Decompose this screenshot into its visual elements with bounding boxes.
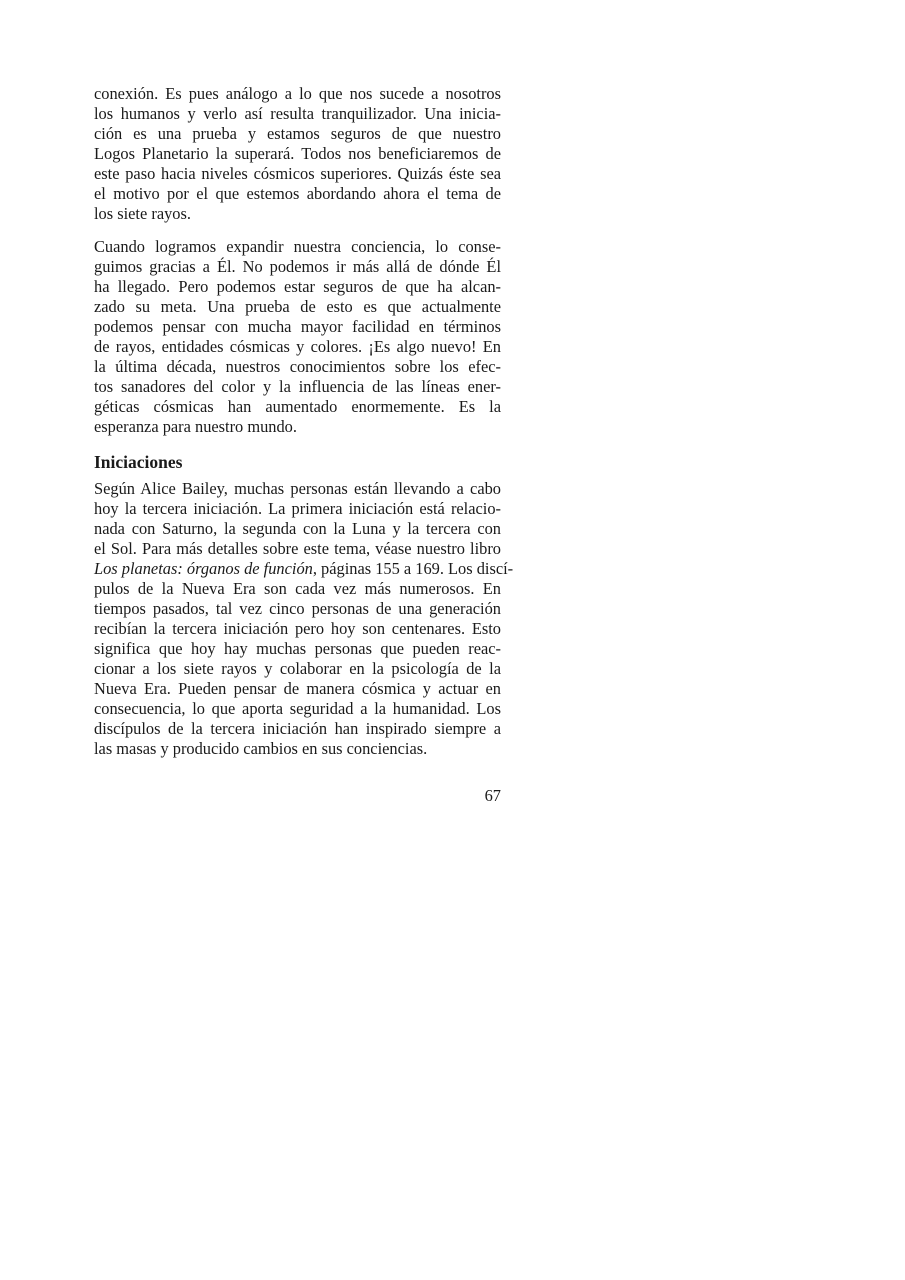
text-line: Cuando logramos expandir nuestra conciencia, lo conse-: [94, 237, 501, 256]
text-line: nada con Saturno, la segunda con la Luna y la tercera con: [94, 519, 501, 538]
text-line: este paso hacia niveles cósmicos superiores. Quizás éste sea: [94, 164, 501, 183]
text-line: podemos pensar con mucha mayor facilidad en términos: [94, 317, 501, 336]
text-line: ción es una prueba y estamos seguros de que nuestro: [94, 124, 501, 143]
text-line: las masas y producido cambios en sus conciencias.: [94, 739, 428, 758]
text-line: pulos de la Nueva Era son cada vez más numerosos. En: [94, 579, 501, 598]
text-fragment: , páginas 155 a 169. Los discí-: [312, 559, 514, 578]
paragraph-1: [94, 84, 501, 224]
text-line: guimos gracias a Él. No podemos ir más allá de dónde Él: [94, 257, 501, 276]
page-number: 67: [484, 786, 501, 805]
section-heading: Iniciaciones: [94, 452, 183, 472]
text-line: Nueva Era. Pueden pensar de manera cósmica y actuar en: [94, 679, 501, 698]
text-line: discípulos de la tercera iniciación han inspirado siempre a: [94, 719, 501, 738]
text-line: Logos Planetario la superará. Todos nos beneficiaremos de: [94, 144, 501, 163]
text-line: géticas cósmicas han aumentado enormemente. Es la: [94, 397, 501, 416]
paragraph-2: [94, 237, 501, 437]
paragraph-3: [94, 479, 514, 759]
text-line: los humanos y verlo así resulta tranquilizador. Una inicia-: [94, 104, 501, 123]
text-line: consecuencia, lo que aporta seguridad a la humanidad. Los: [94, 699, 501, 718]
text-line: el Sol. Para más detalles sobre este tema, véase nuestro libro: [94, 539, 501, 558]
text-line: recibían la tercera iniciación pero hoy son centenares. Esto: [94, 619, 501, 638]
text-column: [94, 84, 514, 772]
text-line: esperanza para nuestro mundo.: [94, 417, 297, 436]
text-line: hoy la tercera iniciación. La primera iniciación está relacio-: [94, 499, 501, 518]
text-line: tiempos pasados, tal vez cinco personas de una generación: [94, 599, 501, 618]
text-line: tos sanadores del color y la influencia de las líneas ener-: [94, 377, 501, 396]
text-line: cionar a los siete rayos y colaborar en la psicología de la: [94, 659, 501, 678]
text-line: significa que hoy hay muchas personas que pueden reac-: [94, 639, 501, 658]
text-line: ha llegado. Pero podemos estar seguros de que ha alcan-: [94, 277, 501, 296]
text-line: el motivo por el que estemos abordando ahora el tema de: [94, 184, 501, 203]
text-line: los siete rayos.: [94, 204, 191, 223]
text-line: zado su meta. Una prueba de esto es que actualmente: [94, 297, 501, 316]
text-line: la última década, nuestros conocimientos sobre los efec-: [94, 357, 501, 376]
text-line: Según Alice Bailey, muchas personas están llevando a cabo: [94, 479, 501, 498]
text-line-with-book-title: [94, 559, 514, 579]
book-title: Los planetas: órganos de función: [94, 559, 313, 578]
text-line: de rayos, entidades cósmicas y colores. ¡Es algo nuevo! En: [94, 337, 501, 356]
text-line: conexión. Es pues análogo a lo que nos sucede a nosotros: [94, 84, 501, 103]
